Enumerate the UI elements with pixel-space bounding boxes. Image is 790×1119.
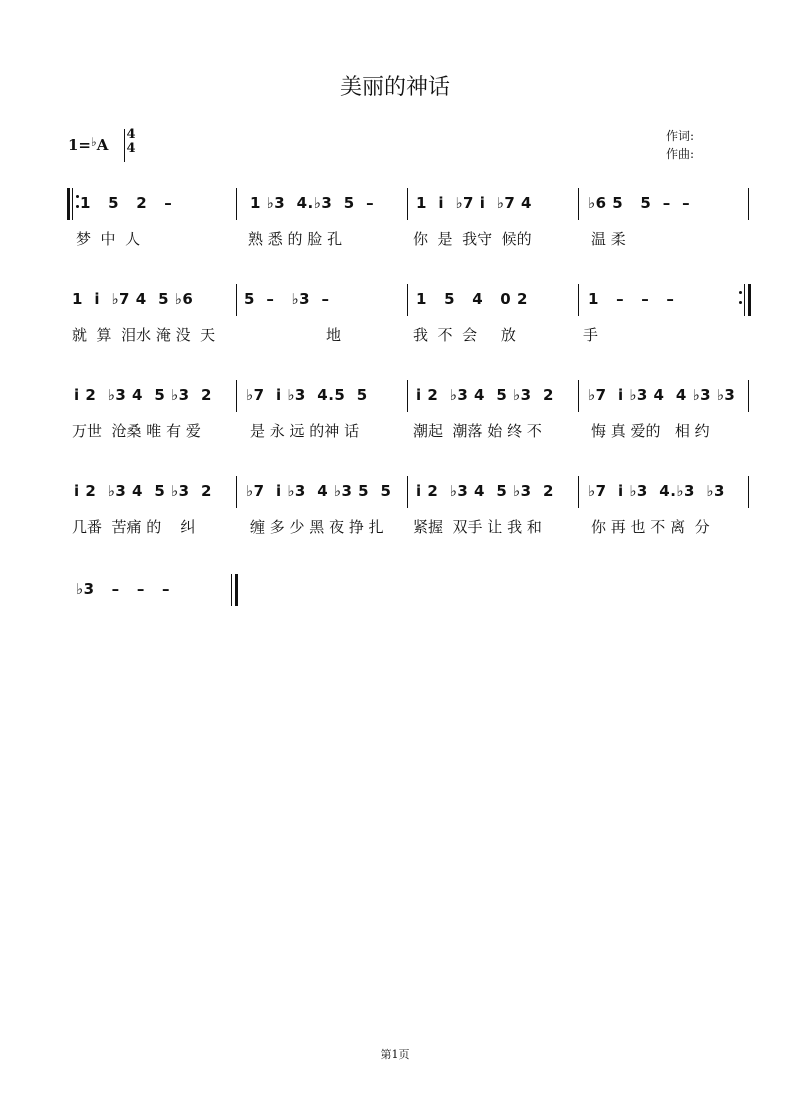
measure-notes: 1 5 4 0 2 [416,290,528,308]
measure-notes: 1 i ♭7 4 5 ♭6 [72,290,194,308]
key-signature [68,136,108,154]
measure-notes: ♭7 i ♭3 4.5 5 [246,386,368,404]
measure-lyrics: 是 永 远 的神 话 [250,422,360,440]
measure-notes: i 2 ♭3 4 5 ♭3 2 [416,482,554,500]
key-prefix: 1= [68,136,92,154]
measure-lyrics: 我 不 会 放 [413,326,516,344]
barline [236,284,237,316]
repeat-dots [76,195,79,215]
lyricist-label: 作词: [666,129,695,143]
song-title: 美丽的神话 [339,75,450,100]
measure-notes: 1 – – – [588,290,675,308]
measure-lyrics: 地 [326,326,342,344]
barline [407,188,408,220]
score-row-4 [0,476,790,536]
barline [407,284,408,316]
composer-label: 作曲: [666,147,695,161]
measure-lyrics: 熟 悉 的 脸 孔 [248,230,343,248]
measure-lyrics: 紧握 双手 让 我 和 [413,518,542,536]
measure-notes: ♭3 – – – [76,580,171,598]
key-note: A [96,136,109,154]
time-signature-top: 4 [126,127,136,142]
score-row-3 [0,380,790,440]
measure-notes: 1 i ♭7 i ♭7 4 [416,194,532,212]
barline [407,476,408,508]
measure-notes: i 2 ♭3 4 5 ♭3 2 [416,386,554,404]
measure-notes: ♭7 i ♭3 4 4 ♭3 ♭3 [588,386,736,404]
barline [578,380,579,412]
measure-lyrics: 潮起 潮落 始 终 不 [413,422,542,440]
barline [748,380,749,412]
barline [578,284,579,316]
measure-lyrics: 梦 中 人 [76,230,141,248]
barline [407,380,408,412]
repeat-start-bar [67,188,70,220]
credits [666,127,694,163]
measure-lyrics: 你 是 我守 候的 [413,230,532,248]
page-number: 第1页 [380,1048,410,1061]
score-row-2 [0,284,790,344]
time-signature-bottom: 4 [126,141,136,156]
measure-lyrics: 悔 真 爱的 相 约 [591,422,710,440]
score-row-1 [0,188,790,248]
final-bar [235,574,238,606]
measure-lyrics: 缠 多 少 黑 夜 挣 扎 [250,518,384,536]
barline [748,188,749,220]
score-row-5 [0,574,790,634]
time-signature-divider [124,129,125,162]
measure-lyrics: 万世 沧桑 唯 有 爱 [72,422,201,440]
barline [236,188,237,220]
measure-notes: 1 5 2 – [80,194,173,212]
measure-lyrics: 就 算 泪水 淹 没 天 [72,326,216,344]
measure-notes: 5 – ♭3 – [244,290,330,308]
barline [72,188,73,220]
measure-lyrics: 温 柔 [591,230,626,248]
barline [748,476,749,508]
barline [236,476,237,508]
measure-notes: 1 ♭3 4.♭3 5 – [250,194,375,212]
measure-notes: i 2 ♭3 4 5 ♭3 2 [74,386,212,404]
barline [231,574,232,606]
time-signature [124,128,138,156]
measure-lyrics: 你 再 也 不 离 分 [591,518,710,536]
measure-lyrics: 手 [583,326,599,344]
measure-notes: ♭7 i ♭3 4.♭3 ♭3 [588,482,725,500]
measure-lyrics: 几番 苦痛 的 纠 [72,518,196,536]
measure-notes: ♭6 5 5 – – [588,194,691,212]
repeat-dots [739,291,742,311]
barline [236,380,237,412]
barline [578,476,579,508]
barline [744,284,745,316]
measure-notes: ♭7 i ♭3 4 ♭3 5 5 [246,482,392,500]
repeat-end-bar [748,284,751,316]
flat-sign: ♭ [91,135,97,149]
barline [578,188,579,220]
measure-notes: i 2 ♭3 4 5 ♭3 2 [74,482,212,500]
